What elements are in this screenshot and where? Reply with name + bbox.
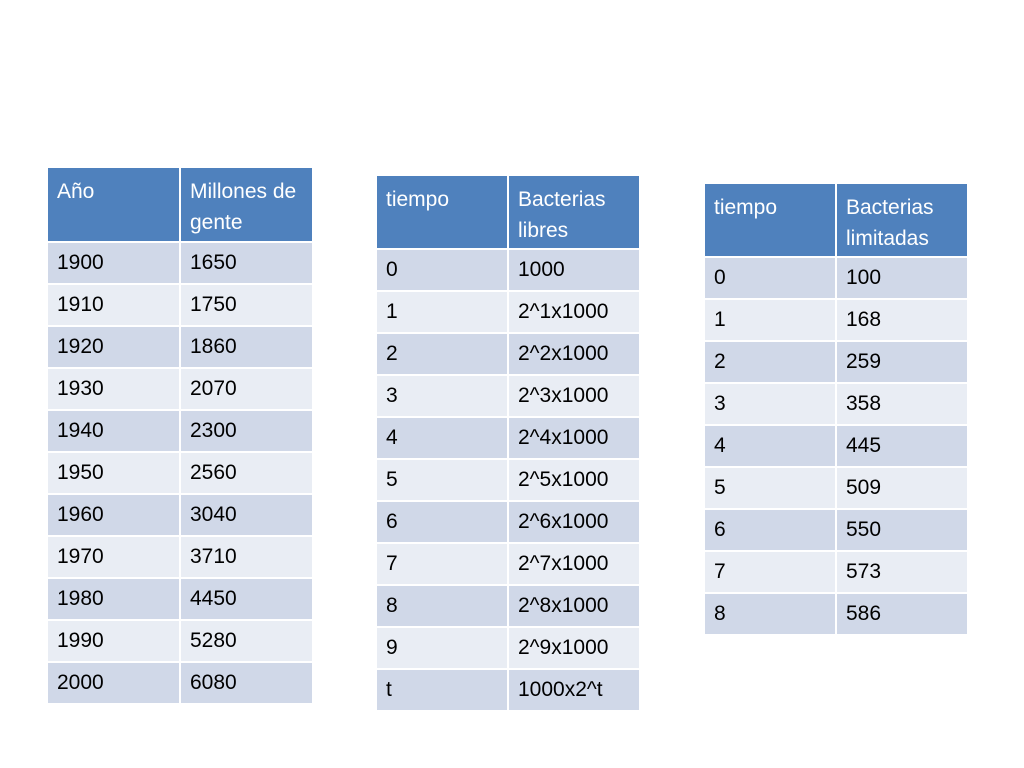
table-row — [705, 342, 967, 382]
table-cell: t — [377, 670, 507, 710]
table-cell: 2000 — [48, 663, 179, 703]
table-cell: 5 — [377, 460, 507, 500]
table-row — [377, 418, 639, 458]
table-cell: 168 — [837, 300, 967, 340]
table-header-row — [705, 184, 967, 256]
table-cell: 586 — [837, 594, 967, 634]
table-cell: 6 — [377, 502, 507, 542]
table-row — [705, 552, 967, 592]
table-cell: 1900 — [48, 243, 179, 283]
table-cell: 2300 — [181, 411, 312, 451]
table-cell: 259 — [837, 342, 967, 382]
header-cell-millions: Millones de gente — [181, 168, 312, 241]
table-cell: 7 — [377, 544, 507, 584]
table-row — [705, 384, 967, 424]
table-cell: 1950 — [48, 453, 179, 493]
table-cell: 2^4x1000 — [509, 418, 639, 458]
table-cell: 1000x2^t — [509, 670, 639, 710]
table-cell: 6080 — [181, 663, 312, 703]
table-body — [377, 250, 639, 710]
table-cell: 1930 — [48, 369, 179, 409]
table-cell: 509 — [837, 468, 967, 508]
table-body — [705, 258, 967, 634]
table-row — [705, 468, 967, 508]
table-row — [48, 411, 312, 451]
table-cell: 8 — [705, 594, 835, 634]
table-cell: 2^9x1000 — [509, 628, 639, 668]
table-cell: 5280 — [181, 621, 312, 661]
table-cell: 2^7x1000 — [509, 544, 639, 584]
table-cell: 100 — [837, 258, 967, 298]
table-cell: 2^2x1000 — [509, 334, 639, 374]
table-cell: 1970 — [48, 537, 179, 577]
table-cell: 1650 — [181, 243, 312, 283]
table-cell: 550 — [837, 510, 967, 550]
table-cell: 2^5x1000 — [509, 460, 639, 500]
table-row — [705, 594, 967, 634]
header-cell-year: Año — [48, 168, 179, 241]
table-cell: 0 — [377, 250, 507, 290]
table-cell: 1860 — [181, 327, 312, 367]
table-cell: 2070 — [181, 369, 312, 409]
table-cell: 3 — [705, 384, 835, 424]
table-cell: 1000 — [509, 250, 639, 290]
header-cell-time: tiempo — [377, 176, 507, 248]
table-row — [705, 426, 967, 466]
table-cell: 1940 — [48, 411, 179, 451]
table-row — [377, 544, 639, 584]
table-cell: 1 — [377, 292, 507, 332]
table-row — [48, 579, 312, 619]
table-row — [377, 628, 639, 668]
table-cell: 2 — [377, 334, 507, 374]
table-cell: 8 — [377, 586, 507, 626]
table-cell: 2^6x1000 — [509, 502, 639, 542]
table-row — [377, 250, 639, 290]
table-row — [48, 621, 312, 661]
table-row — [48, 663, 312, 703]
table-cell: 2^1x1000 — [509, 292, 639, 332]
table-row — [705, 300, 967, 340]
header-cell-time: tiempo — [705, 184, 835, 256]
table-row — [377, 376, 639, 416]
table-row — [377, 670, 639, 710]
table-row — [48, 453, 312, 493]
table-cell: 1 — [705, 300, 835, 340]
table-cell: 0 — [705, 258, 835, 298]
table-cell: 2 — [705, 342, 835, 382]
table-row — [48, 537, 312, 577]
table-row — [48, 327, 312, 367]
table-cell: 2^3x1000 — [509, 376, 639, 416]
table-row — [48, 285, 312, 325]
table-row — [377, 334, 639, 374]
table-row — [705, 258, 967, 298]
table-row — [48, 495, 312, 535]
table-header-row — [377, 176, 639, 248]
table-row — [377, 502, 639, 542]
table-cell: 4 — [377, 418, 507, 458]
header-cell-limited-bacteria: Bacterias limitadas — [837, 184, 967, 256]
table-cell: 1910 — [48, 285, 179, 325]
table-row — [377, 586, 639, 626]
table-cell: 4450 — [181, 579, 312, 619]
table-cell: 7 — [705, 552, 835, 592]
header-cell-free-bacteria: Bacterias libres — [509, 176, 639, 248]
table-body — [48, 243, 312, 703]
table-cell: 5 — [705, 468, 835, 508]
table-cell: 358 — [837, 384, 967, 424]
limited-bacteria-table — [703, 182, 969, 636]
table-row — [705, 510, 967, 550]
table-cell: 1750 — [181, 285, 312, 325]
table-cell: 3 — [377, 376, 507, 416]
table-cell: 3040 — [181, 495, 312, 535]
table-cell: 3710 — [181, 537, 312, 577]
table-cell: 1960 — [48, 495, 179, 535]
table-cell: 2560 — [181, 453, 312, 493]
table-cell: 6 — [705, 510, 835, 550]
table-cell: 2^8x1000 — [509, 586, 639, 626]
table-cell: 1920 — [48, 327, 179, 367]
table-row — [377, 460, 639, 500]
table-cell: 9 — [377, 628, 507, 668]
table-cell: 1990 — [48, 621, 179, 661]
table-row — [377, 292, 639, 332]
table-cell: 445 — [837, 426, 967, 466]
free-bacteria-table — [375, 174, 641, 712]
table-cell: 4 — [705, 426, 835, 466]
table-cell: 1980 — [48, 579, 179, 619]
table-row — [48, 369, 312, 409]
table-header-row — [48, 168, 312, 241]
population-table — [46, 166, 314, 705]
table-cell: 573 — [837, 552, 967, 592]
table-row — [48, 243, 312, 283]
